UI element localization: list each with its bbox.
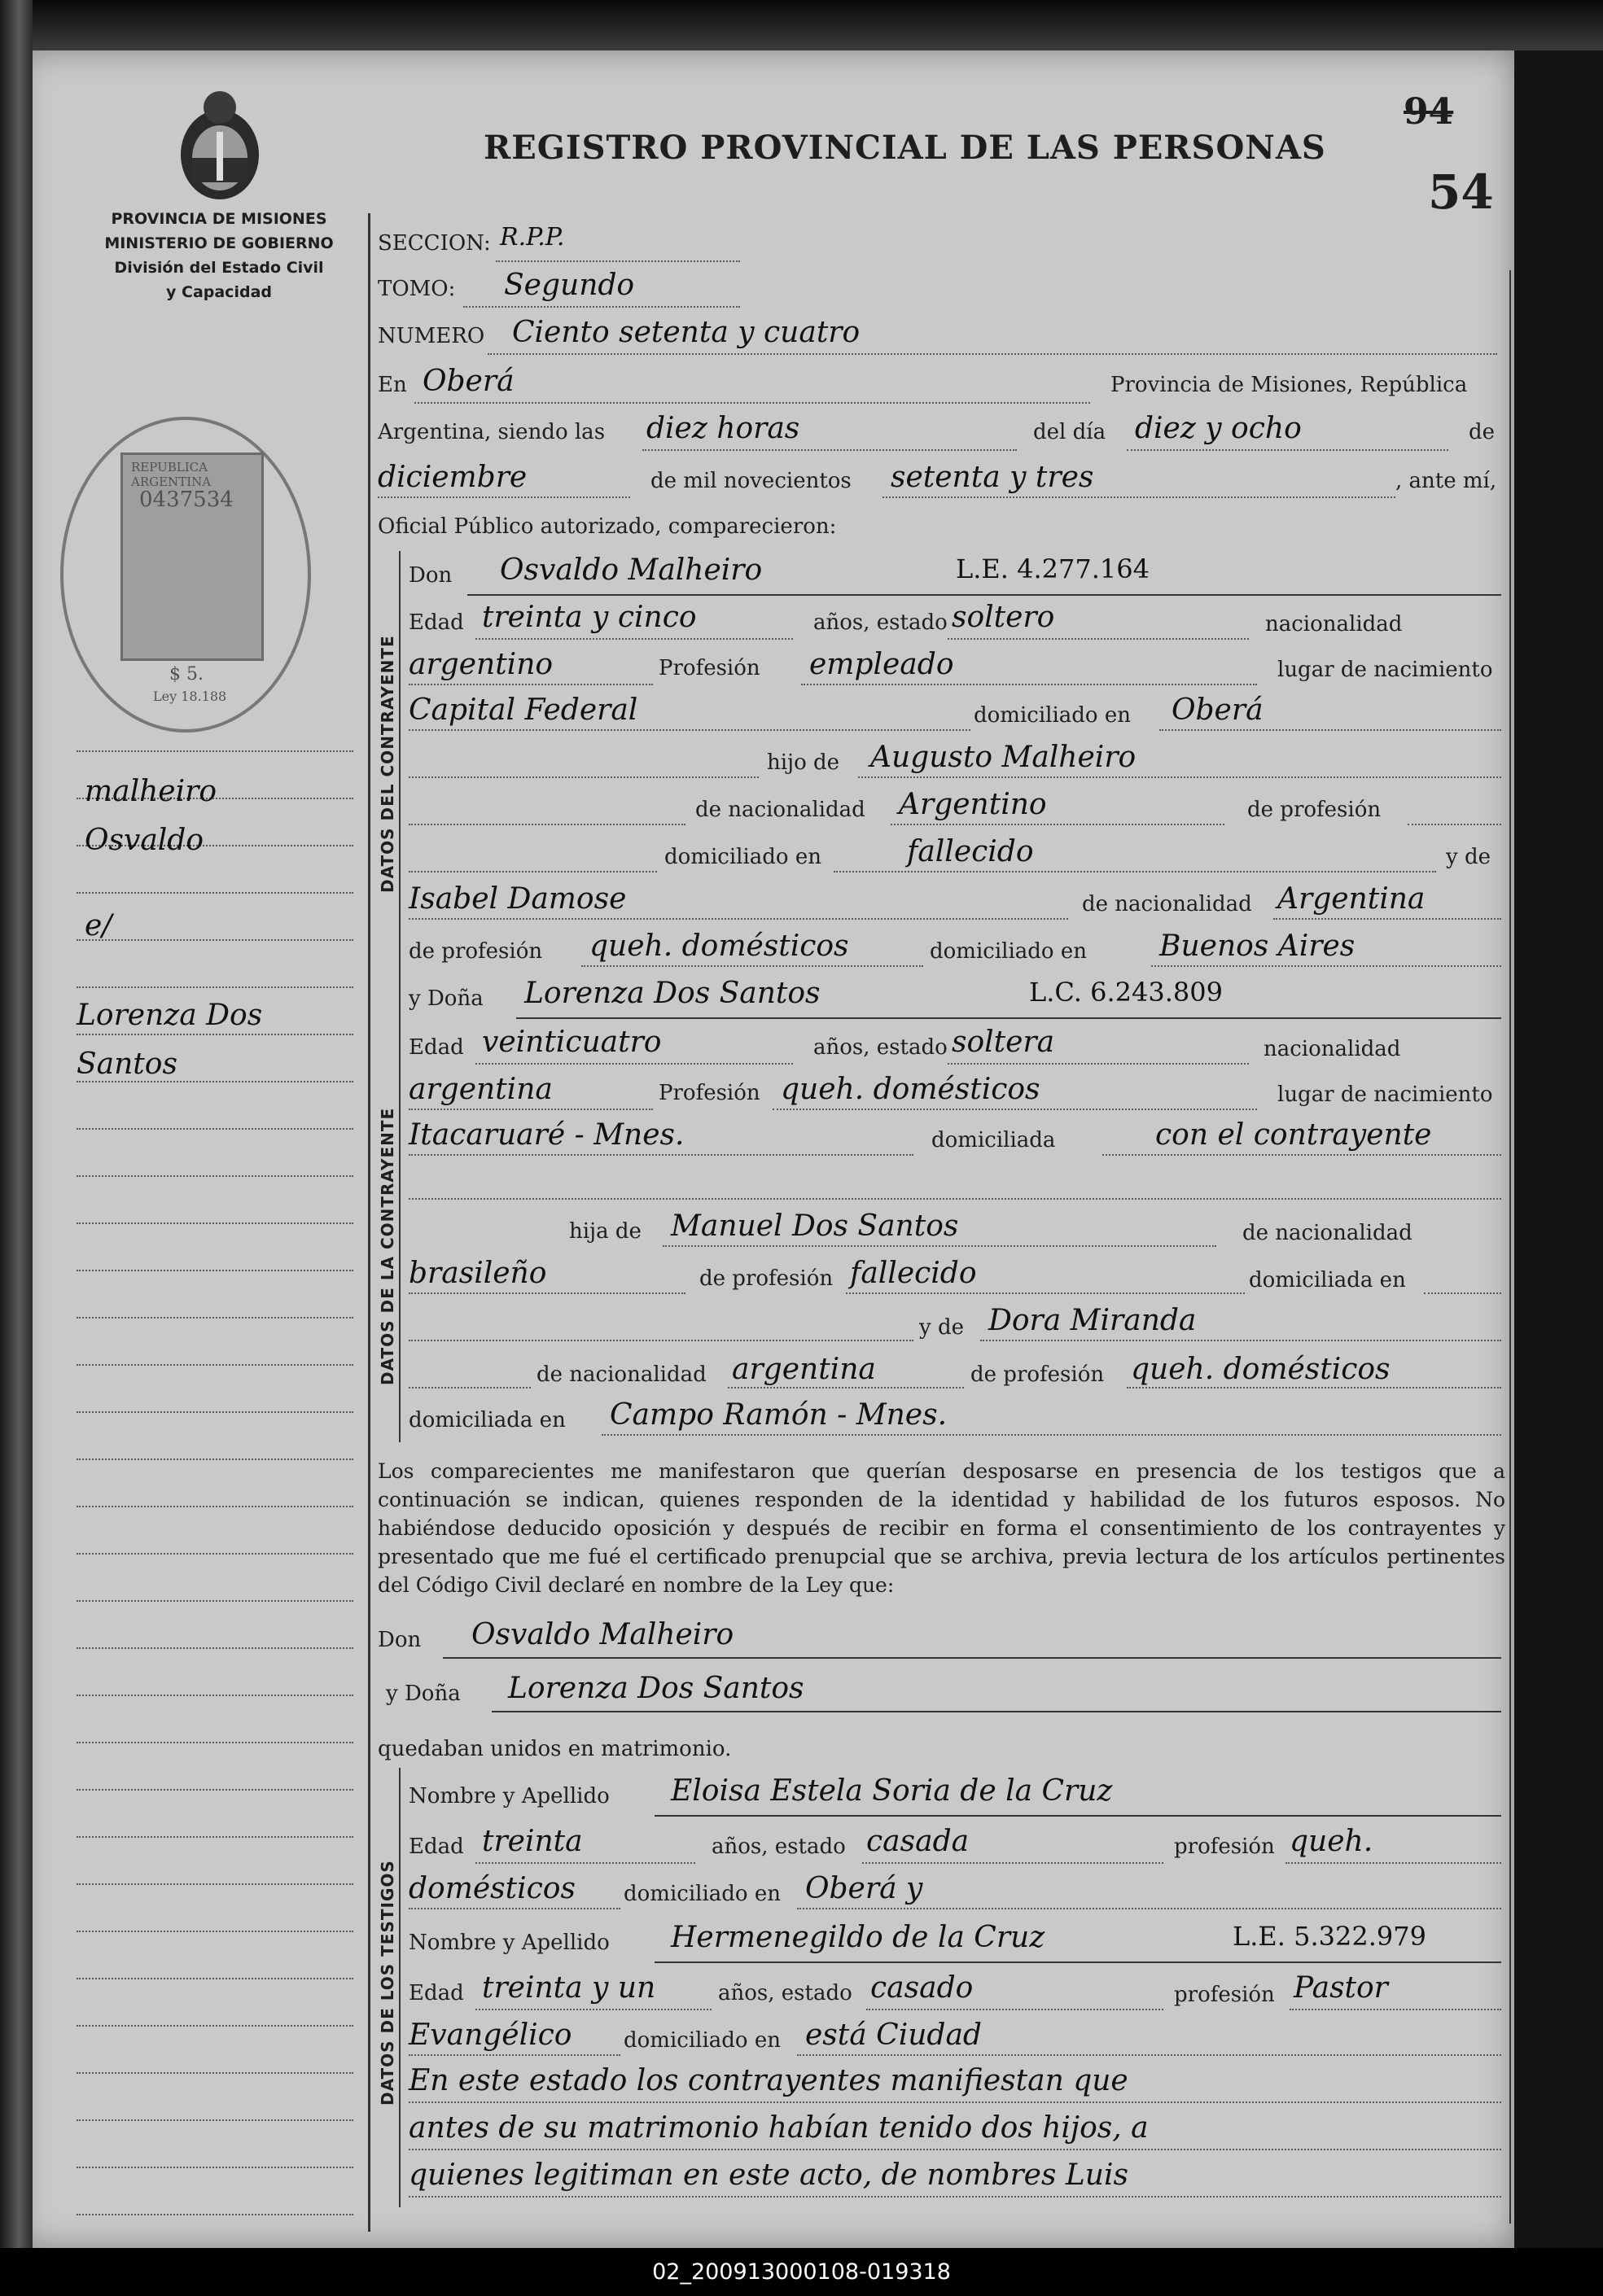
witness-1-name: Eloisa Estela Soria de la Cruz [671, 1774, 1113, 1808]
book-top-edge [0, 0, 1603, 50]
margin-ruled-line [77, 986, 353, 988]
stamp-number: 0437534 [139, 488, 234, 512]
register-page [20, 50, 1514, 2248]
mil-label: de mil novecientos [650, 469, 852, 493]
seccion-label: SECCION: [378, 231, 491, 256]
witness-2-profession: Pastor [1294, 1971, 1388, 2005]
provincia-text: Provincia de Misiones, República [1110, 373, 1468, 397]
folio-struck: 94 [1404, 91, 1454, 133]
margin-ruled-line [77, 1600, 353, 1602]
t2-nombre-label: Nombre y Apellido [409, 1931, 610, 1955]
t2-estado-label: años, estado [718, 1981, 852, 2005]
division-line-2: y Capacidad [166, 283, 272, 301]
madre-nacionalidad-label-2: de nacionalidad [537, 1362, 707, 1387]
margin-name-1: malheiro [85, 775, 217, 808]
profesion-label: Profesión [659, 656, 760, 680]
right-border [1509, 270, 1511, 2224]
groom-nationality: argentino [409, 648, 554, 681]
margin-ruled-line [77, 2167, 353, 2168]
profesion-label-2: Profesión [659, 1081, 760, 1105]
bride-father-profession: fallecido [850, 1257, 977, 1290]
margin-ruled-line [77, 1931, 353, 1932]
margin-ruled-line [77, 1836, 353, 1838]
margin-name-2: Osvaldo [85, 824, 204, 857]
y-de-label-2: y de [919, 1315, 964, 1340]
groom-father-domicile: fallecido [907, 835, 1034, 868]
margin-ruled-line [77, 1270, 353, 1271]
witness-2-profession-cont: Evangélico [409, 2018, 572, 2052]
side-label-contrayente-2: DATOS DE LA CONTRAYENTE [378, 1107, 397, 1385]
t2-edad-label: Edad [409, 1981, 464, 2005]
witness-2-doc: L.E. 5.322.979 [1233, 1921, 1426, 1952]
bride-mother: Dora Miranda [988, 1304, 1197, 1337]
groom-profession: empleado [809, 648, 954, 681]
margin-name-4: Santos [77, 1047, 177, 1081]
t1-nombre-label: Nombre y Apellido [409, 1784, 610, 1808]
margin-ruled-line [77, 1789, 353, 1791]
madre-profesion-label-2: de profesión [970, 1362, 1105, 1387]
witness-1-status: casada [866, 1825, 970, 1858]
groom-father: Augusto Malheiro [870, 741, 1137, 774]
oficial-text: Oficial Público autorizado, comparecieron: [378, 514, 837, 539]
madre-domiciliada-label-2: domiciliada en [409, 1408, 566, 1432]
t2-prof-label: profesión [1174, 1983, 1275, 2007]
note-line-1: En este estado los contrayentes manifiestan que [409, 2064, 1128, 2097]
don-label: Don [409, 563, 453, 588]
argentina-text: Argentina, siendo las [378, 420, 606, 444]
declaration-paragraph: Los comparecientes me manifestaron que querían desposarse en presencia de los testigos que a continuación se indican, quienes responden de la identidad y habilidad de los futuros esposos. No habiéndose deducido oposición y después de recibir en forma el consentimiento de los contrayentes y presentado que me fué el certificado prenupcial que se archiva, previa lectura de los artículos pertinentes del Código Civil declaré en nombre de la Ley que: [378, 1459, 1505, 1597]
margin-ruled-line [77, 2025, 353, 2027]
y-de-label: y de [1446, 845, 1491, 869]
dia-value: diez y ocho [1135, 412, 1302, 445]
numero-value: Ciento setenta y cuatro [512, 316, 861, 349]
groom-domicile: Oberá [1172, 693, 1264, 727]
de-nacionalidad-label-2: de nacionalidad [1242, 1221, 1412, 1245]
decl-don-label: Don [378, 1628, 422, 1652]
hora-value: diez horas [646, 412, 800, 445]
groom-name: Osvaldo Malheiro [500, 553, 763, 587]
margin-ruled-line [77, 1978, 353, 1979]
t1-estado-label: años, estado [712, 1835, 846, 1859]
hija-label: hija de [569, 1219, 642, 1244]
padre-domicilio-label: domiciliado en [664, 845, 821, 869]
numero-label: NUMERO [378, 324, 485, 348]
testigos-bracket [399, 1768, 401, 2207]
margin-ruled-line [77, 1317, 353, 1319]
witness-2-domicile: está Ciudad [805, 2018, 982, 2052]
margin-ruled-line [77, 1364, 353, 1366]
margin-ruled-line [77, 1128, 353, 1130]
coat-of-arms-icon [171, 83, 269, 205]
groom-birthplace: Capital Federal [409, 693, 638, 727]
madre-domicilio-label: domiciliado en [930, 939, 1087, 964]
estado-label: años, estado [813, 610, 948, 635]
margin-conj: e/ [85, 909, 112, 942]
contrayente-bracket [399, 551, 401, 1003]
de-profesion-label: de profesión [1247, 798, 1382, 822]
margin-ruled-line [77, 1553, 353, 1555]
bride-status: soltera [952, 1026, 1055, 1059]
decl-dona-label: y Doña [386, 1682, 461, 1706]
dona-label: y Doña [409, 986, 484, 1011]
tomo-label: TOMO: [378, 277, 456, 301]
bride-profession: queh. domésticos [781, 1073, 1040, 1106]
margin-ruled-line [77, 1222, 353, 1224]
t1-dom-label: domiciliado en [624, 1882, 781, 1906]
bride-father-nationality: brasileño [409, 1257, 547, 1290]
side-label-contrayente: DATOS DEL CONTRAYENTE [378, 635, 397, 893]
groom-mother-nationality: Argentina [1277, 882, 1426, 916]
del-dia-label: del día [1033, 420, 1106, 444]
nacionalidad-label-2: nacionalidad [1264, 1037, 1401, 1061]
hijo-label: hijo de [767, 750, 840, 775]
en-label: En [378, 373, 407, 397]
domiciliada-label: domiciliada [931, 1128, 1056, 1152]
groom-status: soltero [952, 601, 1055, 634]
bride-domicile: con el contrayente [1155, 1118, 1432, 1152]
margin-ruled-line [77, 750, 353, 752]
padre-domiciliada-label: domiciliada en [1249, 1268, 1406, 1292]
contrayente-2-bracket [399, 986, 401, 1442]
t1-edad-label: Edad [409, 1835, 464, 1859]
folio-number: 54 [1428, 164, 1494, 220]
witness-2-status: casado [870, 1971, 974, 2005]
book-binding [0, 0, 33, 2254]
madre-nacionalidad-label: de nacionalidad [1082, 892, 1252, 916]
nacionalidad-label: nacionalidad [1265, 612, 1403, 636]
margin-ruled-line [77, 2214, 353, 2215]
margin-ruled-line [77, 1506, 353, 1507]
stamp-value: $ 5. [169, 664, 204, 684]
witness-2-age: treinta y un [482, 1971, 656, 2005]
lugar-label: lugar de nacimiento [1277, 658, 1493, 682]
margin-ruled-line [77, 1459, 353, 1460]
note-line-2: antes de su matrimonio habían tenido dos hijos, a [409, 2111, 1149, 2145]
groom-age: treinta y cinco [482, 601, 697, 634]
margin-ruled-line [77, 1081, 353, 1082]
decl-bride-name: Lorenza Dos Santos [508, 1672, 804, 1705]
witness-1-age: treinta [482, 1825, 583, 1858]
margin-name-3: Lorenza Dos [77, 999, 263, 1032]
mes-value: diciembre [378, 461, 528, 494]
bride-name: Lorenza Dos Santos [524, 977, 821, 1010]
ministry-name: MINISTERIO DE GOBIERNO [104, 234, 334, 252]
groom-father-nationality: Argentino [899, 788, 1047, 821]
en-value: Oberá [423, 365, 515, 398]
groom-mother: Isabel Damose [409, 882, 627, 916]
de-profesion-label-2: de profesión [699, 1266, 834, 1291]
margin-ruled-line [77, 1883, 353, 1885]
bride-mother-domicile: Campo Ramón - Mnes. [610, 1398, 948, 1432]
de-nacionalidad-label: de nacionalidad [695, 798, 865, 822]
witness-2-name: Hermenegildo de la Cruz [671, 1921, 1045, 1954]
anio-value: setenta y tres [891, 461, 1094, 494]
margin-ruled-line [77, 1175, 353, 1177]
t1-prof-label: profesión [1174, 1835, 1275, 1859]
witness-1-profession: queh. [1290, 1825, 1373, 1858]
madre-profesion-label: de profesión [409, 939, 543, 964]
bride-mother-profession: queh. domésticos [1131, 1353, 1391, 1386]
groom-doc: L.E. 4.277.164 [956, 553, 1150, 584]
bride-nationality: argentina [409, 1073, 553, 1106]
bride-age: veinticuatro [482, 1026, 662, 1059]
margin-ruled-line [77, 1647, 353, 1649]
groom-mother-profession: queh. domésticos [589, 929, 849, 963]
margin-divider [368, 213, 370, 2232]
decl-closing: quedaban unidos en matrimonio. [378, 1737, 732, 1761]
margin-ruled-line [77, 892, 353, 894]
lugar-label-2: lugar de nacimiento [1277, 1082, 1493, 1107]
official-stamp [60, 417, 311, 733]
de-label: de [1469, 420, 1496, 444]
decl-groom-name: Osvaldo Malheiro [471, 1618, 734, 1651]
tomo-value: Segundo [504, 269, 635, 302]
seccion-value: R.P.P. [500, 223, 565, 251]
estado-label-2: años, estado [813, 1035, 948, 1060]
domicilio-label: domiciliado en [974, 703, 1131, 728]
page-title: REGISTRO PROVINCIAL DE LAS PERSONAS [484, 129, 1326, 167]
margin-ruled-line [77, 1411, 353, 1413]
margin-ruled-line [77, 2072, 353, 2074]
witness-1-domicile: Oberá y [805, 1872, 923, 1905]
book-right-edge [1514, 50, 1603, 2248]
margin-ruled-line [77, 939, 353, 941]
revenue-stamp [120, 453, 264, 661]
t2-dom-label: domiciliado en [624, 2028, 781, 2053]
edad-label: Edad [409, 610, 464, 635]
province-name: PROVINCIA DE MISIONES [111, 210, 327, 228]
note-line-3: quienes legitiman en este acto, de nombres Luis [409, 2158, 1128, 2192]
margin-ruled-line [77, 1695, 353, 1696]
scan-footer: 02_200913000108-019318 [0, 2248, 1603, 2296]
stamp-country: REPUBLICA ARGENTINA [131, 460, 212, 489]
province-header [68, 207, 370, 304]
stamp-law: Ley 18.188 [153, 689, 227, 704]
bride-mother-nationality: argentina [732, 1353, 876, 1386]
bride-birthplace: Itacaruaré - Mnes. [409, 1118, 685, 1152]
groom-mother-domicile: Buenos Aires [1159, 929, 1356, 963]
bride-doc: L.C. 6.243.809 [1029, 977, 1223, 1008]
witness-1-profession-cont: domésticos [409, 1872, 576, 1905]
ante-label: , ante mí, [1395, 469, 1497, 493]
side-label-testigos: DATOS DE LOS TESTIGOS [378, 1860, 397, 2106]
margin-ruled-line [77, 2119, 353, 2121]
division-line-1: División del Estado Civil [114, 259, 324, 277]
margin-ruled-line [77, 1034, 353, 1035]
edad-label-2: Edad [409, 1035, 464, 1060]
margin-ruled-line [77, 1742, 353, 1743]
bride-father: Manuel Dos Santos [671, 1209, 959, 1243]
